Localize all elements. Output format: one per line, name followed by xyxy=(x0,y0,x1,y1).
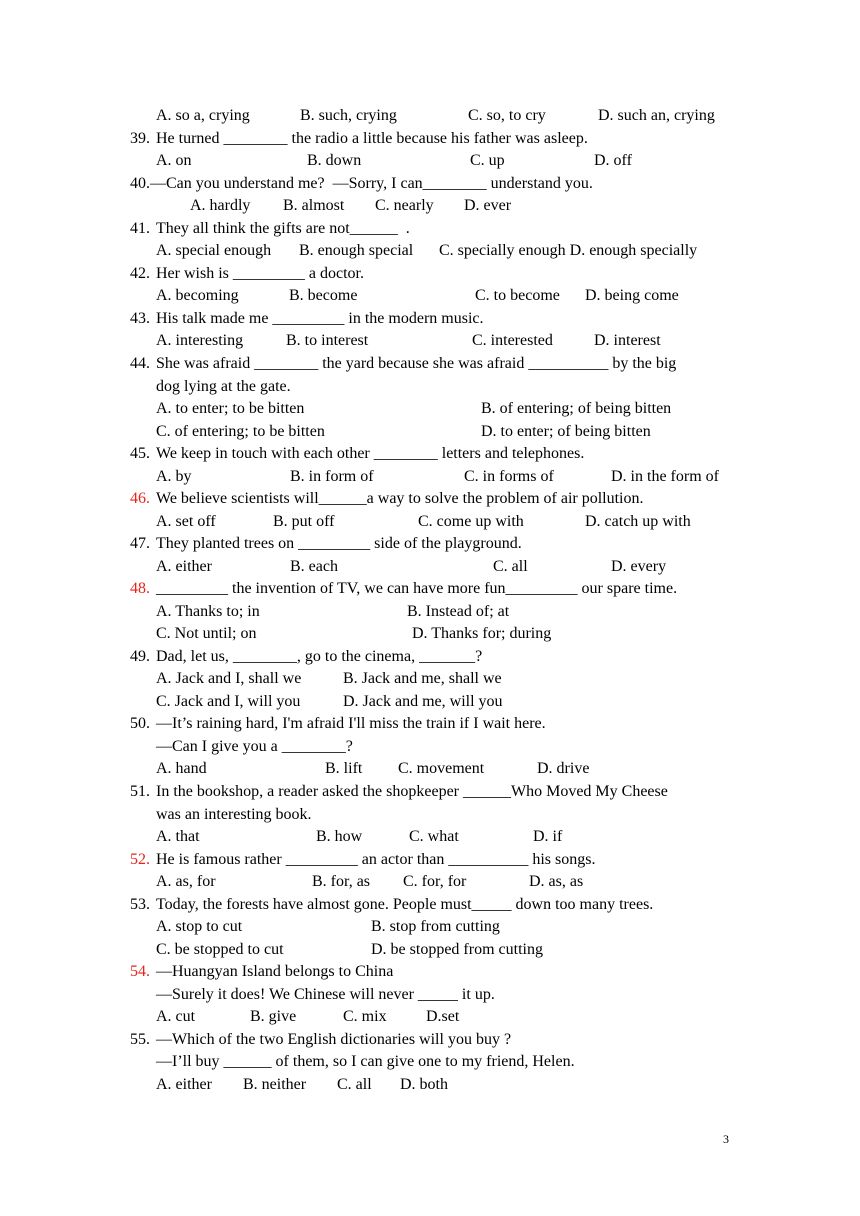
answer-option: C. of entering; to be bitten xyxy=(156,423,325,440)
answer-option: C. movement xyxy=(398,760,485,777)
answer-option: A. either xyxy=(156,558,212,575)
answer-option: A. so a, crying xyxy=(156,107,250,124)
answer-option: B. in form of xyxy=(290,468,374,485)
answer-option: C. mix xyxy=(343,1008,387,1025)
question-text: He is famous rather _________ an actor than __________ his songs. xyxy=(156,851,596,868)
question-number: 48. xyxy=(130,580,150,597)
answer-option: A. cut xyxy=(156,1008,196,1025)
answer-option: A. interesting xyxy=(156,332,244,349)
question-text: —Which of the two English dictionaries will you buy ? xyxy=(156,1031,512,1048)
question-number: 42. xyxy=(130,265,150,282)
answer-option: D. be stopped from cutting xyxy=(371,941,543,958)
question-text: They all think the gifts are not______ . xyxy=(156,220,410,237)
answer-option: B. enough special xyxy=(299,242,414,259)
answer-option: D. catch up with xyxy=(585,513,691,530)
answer-option: D. if xyxy=(533,828,563,845)
answer-option: C. Jack and I, will you xyxy=(156,693,301,710)
answer-option: C. in forms of xyxy=(464,468,554,485)
question-text: Her wish is _________ a doctor. xyxy=(156,265,364,282)
question-text: We keep in touch with each other ________ letters and telephones. xyxy=(156,445,585,462)
question-text: —Huangyan Island belongs to China xyxy=(156,963,394,980)
answer-option: C. for, for xyxy=(403,873,467,890)
answer-option: B. give xyxy=(250,1008,297,1025)
answer-option: D. to enter; of being bitten xyxy=(481,423,651,440)
answer-option: D. Jack and me, will you xyxy=(343,693,503,710)
answer-option: B. how xyxy=(316,828,363,845)
answer-option: B. Instead of; at xyxy=(407,603,510,620)
text-line: was an interesting book. xyxy=(156,806,312,823)
question-number: 53. xyxy=(130,896,150,913)
answer-option: B. stop from cutting xyxy=(371,918,500,935)
answer-option: A. hardly xyxy=(190,197,251,214)
question-text: _________ the invention of TV, we can have more fun_________ our spare time. xyxy=(156,580,678,597)
answer-option: A. by xyxy=(156,468,192,485)
answer-option: C. Not until; on xyxy=(156,625,257,642)
answer-option: A. set off xyxy=(156,513,216,530)
answer-option: D. ever xyxy=(464,197,512,214)
answer-option: D.set xyxy=(426,1008,460,1025)
answer-option: A. stop to cut xyxy=(156,918,243,935)
answer-option: C. nearly xyxy=(375,197,434,214)
answer-option: B. such, crying xyxy=(300,107,397,124)
answer-option: A. Jack and I, shall we xyxy=(156,670,302,687)
answer-option: A. to enter; to be bitten xyxy=(156,400,305,417)
question-text: In the bookshop, a reader asked the shopkeeper ______Who Moved My Cheese xyxy=(156,783,668,800)
answer-option: B. almost xyxy=(283,197,345,214)
answer-option: B. neither xyxy=(243,1076,307,1093)
answer-option: C. all xyxy=(493,558,528,575)
answer-option: C. come up with xyxy=(418,513,524,530)
question-number: 39. xyxy=(130,130,150,147)
answer-option: D. both xyxy=(400,1076,448,1093)
text-line: 40.—Can you understand me? —Sorry, I can________ understand you. xyxy=(130,175,593,192)
answer-option: A. on xyxy=(156,152,192,169)
text-line: —I’ll buy ______ of them, so I can give one to my friend, Helen. xyxy=(156,1053,575,1070)
question-text: They planted trees on _________ side of the playground. xyxy=(156,535,522,552)
question-number: 54. xyxy=(130,963,150,980)
answer-option: D. such an, crying xyxy=(598,107,715,124)
answer-option: A. that xyxy=(156,828,200,845)
answer-option: D. interest xyxy=(594,332,661,349)
page-number: 3 xyxy=(723,1132,729,1146)
question-text: He turned ________ the radio a little because his father was asleep. xyxy=(156,130,588,147)
answer-option: D. every xyxy=(611,558,667,575)
answer-option: C. so, to cry xyxy=(468,107,546,124)
question-text: His talk made me _________ in the modern music. xyxy=(156,310,484,327)
answer-option: B. down xyxy=(307,152,362,169)
answer-option: D. as, as xyxy=(529,873,584,890)
question-number: 52. xyxy=(130,851,150,868)
question-number: 46. xyxy=(130,490,150,507)
answer-option: A. becoming xyxy=(156,287,239,304)
question-number: 44. xyxy=(130,355,150,372)
answer-option: D. drive xyxy=(537,760,590,777)
answer-option: B. become xyxy=(289,287,358,304)
question-number: 45. xyxy=(130,445,150,462)
answer-option: B. for, as xyxy=(312,873,371,890)
answer-option: D. being come xyxy=(585,287,679,304)
question-text: Today, the forests have almost gone. People must_____ down too many trees. xyxy=(156,896,654,913)
question-number: 49. xyxy=(130,648,150,665)
answer-option: D. off xyxy=(594,152,632,169)
answer-option: C. interested xyxy=(472,332,553,349)
answer-option: B. lift xyxy=(325,760,363,777)
answer-option: B. to interest xyxy=(286,332,369,349)
answer-option: B. put off xyxy=(273,513,335,530)
question-number: 51. xyxy=(130,783,150,800)
answer-option: A. as, for xyxy=(156,873,216,890)
answer-option: C. to become xyxy=(475,287,560,304)
question-text: She was afraid ________ the yard because she was afraid __________ by the big xyxy=(156,355,677,372)
question-text: Dad, let us, ________, go to the cinema, _______? xyxy=(156,648,483,665)
answer-option: A. special enough xyxy=(156,242,272,259)
text-line: dog lying at the gate. xyxy=(156,378,291,395)
answer-option: A. hand xyxy=(156,760,207,777)
answer-option: C. be stopped to cut xyxy=(156,941,284,958)
answer-option: C. up xyxy=(470,152,505,169)
question-number: 50. xyxy=(130,715,150,732)
question-text: We believe scientists will______a way to solve the problem of air pollution. xyxy=(156,490,644,507)
text-line: —Can I give you a ________? xyxy=(156,738,353,755)
answer-option: D. Thanks for; during xyxy=(412,625,552,642)
text-line: —Surely it does! We Chinese will never _____ it up. xyxy=(156,986,495,1003)
question-text: —It’s raining hard, I'm afraid I'll miss the train if I wait here. xyxy=(156,715,546,732)
answer-option: A. Thanks to; in xyxy=(156,603,260,620)
question-number: 55. xyxy=(130,1031,150,1048)
question-number: 41. xyxy=(130,220,150,237)
answer-option: C. what xyxy=(409,828,459,845)
question-number: 47. xyxy=(130,535,150,552)
answer-option: D. in the form of xyxy=(611,468,719,485)
answer-option: A. either xyxy=(156,1076,212,1093)
question-number: 43. xyxy=(130,310,150,327)
answer-option: B. Jack and me, shall we xyxy=(343,670,502,687)
answer-option: B. each xyxy=(290,558,338,575)
answer-option: B. of entering; of being bitten xyxy=(481,400,672,417)
answer-option: C. specially enough D. enough specially xyxy=(439,242,698,259)
answer-option: C. all xyxy=(337,1076,372,1093)
